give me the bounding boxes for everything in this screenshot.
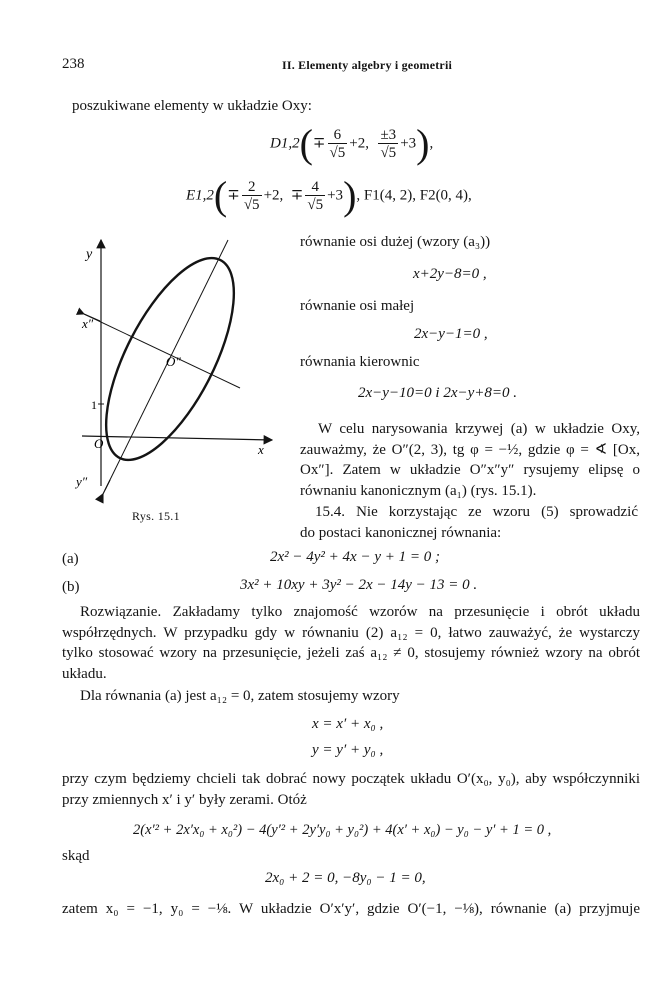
label-y-double-prime: y″ [76,474,88,489]
solution-paragraph [62,602,640,684]
eq-d-frac1-num: 6 [328,127,348,144]
eq-e-open-paren: ( [213,173,228,218]
eq-e-frac2-num: 4 [305,179,325,196]
eq-d-frac2 [378,127,398,162]
eq-d-frac1 [328,127,348,162]
eq-e-frac2-den: √5 [307,196,324,213]
eq-e-sign1: ∓ [227,187,240,204]
eq-e-frac1 [242,179,262,214]
solution-line-3: tylko stosować wzory na przesunięcie, jeżeli zaś a₁₂ ≠ 0, stosujemy również wzory na obrót [62,645,640,661]
solution-line-2: współrzędnych. W przypadku gdy w równaniu (2) a₁₂ = 0, łatwo zauważyć, że wystarczy [62,624,640,641]
drawing-line-1: W celu narysowania krzywej (a) w układzie Oxy, [318,421,640,437]
figure-caption: Rys. 15.1 [132,509,180,523]
intro-text: poszukiwane elementy w układzie Oxy: [72,98,312,114]
eq-e-frac1-num: 2 [242,179,262,196]
label-o-double-prime: O″ [166,354,181,369]
final-line-paragraph [62,899,640,920]
equation-e [186,173,472,218]
label-x: x [258,442,264,457]
label-y: y [86,247,93,262]
running-head: II. Elementy algebry i geometrii [282,58,453,72]
eq-d-rest2: +3 [400,135,417,152]
directrices-equations: 2x−y−10=0 i 2x−y+8=0 . [358,385,518,401]
major-axis-equation: x+2y−8=0 , [413,266,487,282]
choose-line-1: przy czym będziemy chcieli tak dobrać nowy początek układu O′(x₀, y₀), aby współczynniki [62,771,640,787]
shift-equation-y: y = y′ + y₀ , [312,742,384,758]
eq-d-sign1: ∓ [312,135,326,152]
directrices-text: równania kierownic [300,354,420,370]
problem-line-2: do postaci kanonicznej równania: [300,524,502,541]
eq-e-rest1: +2, [263,187,284,204]
page-number: 238 [62,56,85,72]
problem-statement [300,502,638,543]
drawing-line-4: równaniu kanonicznym (a₁) (rys. 15.1). [300,482,537,499]
system-equations: 2x₀ + 2 = 0, −8y₀ − 1 = 0, [265,870,426,886]
shift-equation-x: x = x′ + x₀ , [312,716,384,732]
eq-d-frac2-num: ±3 [380,126,397,143]
problem-line-1: 15.4. Nie korzystając ze wzoru (5) sprowadzić [315,504,638,520]
major-axis-text: równanie osi dużej (wzory (a₃)) [300,234,491,250]
eq-d-label: D1,2 [270,135,300,152]
eq-e-label: E1,2 [186,187,214,204]
minor-axis-equation: 2x−y−1=0 , [414,326,488,342]
eq-d-frac2-den: √5 [380,144,397,161]
x-double-prime-axis [84,314,240,388]
eq-e-rest2: +3 [327,187,344,204]
eq-d-tail: , [429,135,434,152]
solution-line-4: układu. [62,665,107,682]
problem-a-label: (a) [62,551,79,567]
eq-e-frac2 [305,179,325,214]
drawing-paragraph [300,419,640,501]
minor-axis-text: równanie osi małej [300,298,415,314]
label-x-double-prime: x″ [82,316,94,331]
case-a-text: Dla równania (a) jest a₁₂ = 0, zatem stosujemy wzory [80,688,400,704]
problem-b-equation: 3x² + 10xy + 3y² − 2x − 14y − 13 = 0 . [240,577,478,593]
x-axis [82,436,272,440]
final-line: zatem x₀ = −1, y₀ = −⅛. W układzie O′x′y′, gdzie O′(−1, −⅛), równanie (a) przyjmuje [62,901,640,917]
drawing-line-2: zauważmy, że O″(2, 3), tg φ = −½, gdzie φ = ∢ [Ox, [300,441,640,458]
problem-a-equation: 2x² − 4y² + 4x − y + 1 = 0 ; [270,549,440,565]
solution-line-1: Rozwiązanie. Zakładamy tylko znajomość wzorów na przesunięcie i obrót układu [80,604,640,620]
eq-d-close-paren: ) [416,121,430,166]
equation-d [270,121,434,166]
eq-d-rest1: +2, [349,135,369,152]
eq-e-tail: , F1(4, 2), F2(0, 4), [356,187,472,204]
choose-line-2: przy zmiennych x′ i y′ były zerami. Otóż [62,791,307,808]
eq-e-sign2: ∓ [290,187,304,204]
drawing-line-3: Ox″]. Zatem w układzie O″x″y″ rysujemy elipsę o [300,462,640,478]
eq-d-frac1-den: √5 [329,144,346,161]
substituted-equation: 2(x′² + 2x′x₀ + x₀²) − 4(y′² + 2y′y₀ + y₀²) + 4(x′ + x₀) − y₀ − y′ + 1 = 0 , [133,822,552,838]
choose-origin-paragraph [62,769,640,810]
skad-text: skąd [62,848,90,864]
label-one: 1 [91,398,97,412]
label-origin: O [94,436,104,451]
eq-e-frac1-den: √5 [243,196,260,213]
figure-ellipse-plot [70,228,290,508]
eq-d-open-paren: ( [299,121,313,166]
eq-e-close-paren: ) [343,173,357,218]
problem-b-label: (b) [62,579,80,595]
y-double-prime-arrow [103,480,110,494]
